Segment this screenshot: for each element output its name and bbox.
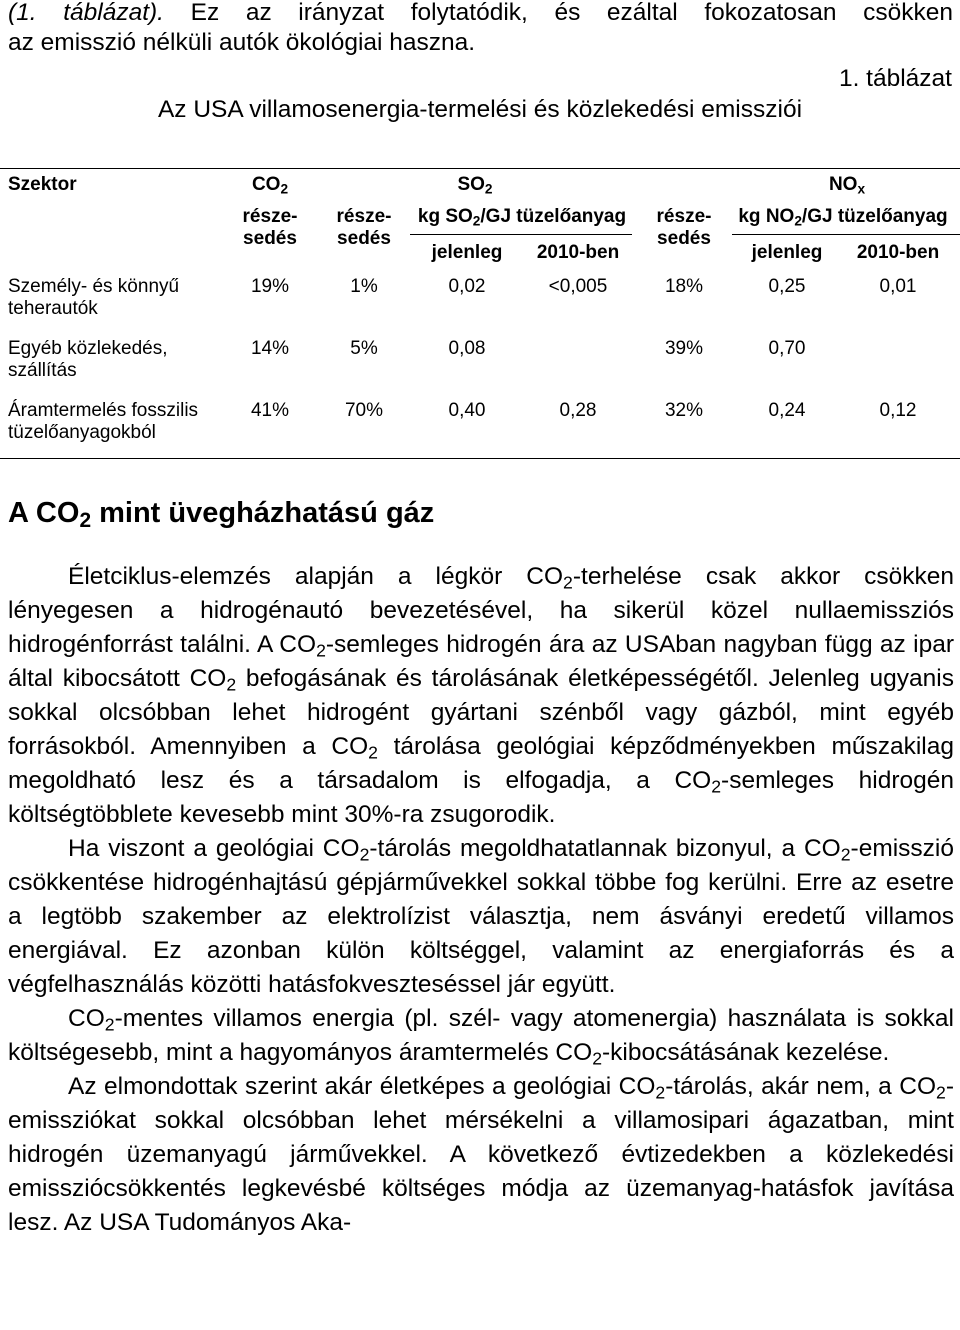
table-top-rule: [0, 168, 960, 169]
intro-paragraph: [8, 0, 953, 58]
table-bottom-rule: [0, 458, 960, 459]
paragraph-4: Az elmondottak szerint akár életképes a geológiai $CO_2$-tárolás, akár nem, a $CO_2$-emissziókat sokkal olcsóbban lehet mérsékelni a villamosipari ágazatban, mint hidrogén üzemanyagú járművekkel. A következő évtizedekben a közlekedési emissziócsökkentés legkevésbé költséges módja az üzemanyag-hatásfok javítása lesz. Az USA Tudományos Aka-: [8, 1073, 954, 1236]
table-cell: 0,40: [448, 400, 486, 421]
table-number: 1. táblázat: [838, 65, 952, 92]
header-kg-no2: kg $NO_2/GJ$ tüzelőanyag: [738, 206, 948, 229]
section-heading: A $CO_2$ mint üvegházhatású gáz: [8, 497, 435, 533]
table-cell: 32%: [664, 400, 704, 421]
header-so2-now: jelenleg: [431, 242, 503, 263]
table-cell: 5%: [350, 338, 378, 359]
header-nox: $NO_x$: [828, 174, 866, 197]
header-kg-so2: kg $SO_2/GJ$ tüzelőanyag: [417, 206, 627, 229]
nox-sub-rule: [732, 234, 960, 235]
table-reference: (1. táblázat).: [8, 0, 164, 26]
table-title: Az USA villamosenergia-termelési és közlekedési emissziói: [157, 96, 803, 123]
table-cell: 14%: [250, 338, 290, 359]
row-sector-label: Áramtermelés fosszilis tüzelőanyagokból: [8, 400, 199, 443]
table-cell: 41%: [250, 400, 290, 421]
row-sector-label: Egyéb közlekedés, szállítás: [8, 338, 168, 381]
table-cell: 0,28: [559, 400, 597, 421]
intro-line-1: Ez az irányzat folytatódik, és ezáltal fokozatosan csökken: [190, 0, 953, 26]
table-cell: 0,02: [448, 276, 486, 297]
table-cell: 19%: [250, 276, 290, 297]
header-so2-share: része- sedés: [336, 206, 392, 249]
header-so2: $SO_2$: [457, 174, 493, 197]
emissions-table: [0, 168, 960, 458]
table-cell: 0,70: [768, 338, 806, 359]
intro-line-2: az emisszió nélküli autók ökológiai haszna.: [8, 29, 476, 56]
paragraph-2: Ha viszont a geológiai $CO_2$-tárolás megoldhatatlannak bizonyul, a $CO_2$-emisszió csökkentése hidrogénhajtású gépjárművekkel sokkal többe fog kerülni. Erre az esetre a legtöbb szakember az elektrolízist választja, nem ásványi eredetű villamos energiával. Ez azonban külön költséggel, valamint az energiaforrás és a végfelhasználás közötti hatásfokveszteséssel jár együtt.: [8, 835, 954, 998]
header-sector: Szektor: [8, 174, 77, 195]
table-cell: 18%: [664, 276, 704, 297]
body-text: [8, 560, 954, 1240]
table-cell: 0,12: [879, 400, 917, 421]
table-cell: 39%: [664, 338, 704, 359]
paragraph-1: Életciklus-elemzés alapján a légkör $CO_2$-terhelése csak akkor csökken lényegesen a hidrogénautó bevezetésével, ha sikerül közel nullaemissziós hidrogénforrást találni. A $CO_2$-semleges hidrogén ára az USAban nagyban függ az ipar által kibocsátott $CO_2$ befogásának és tárolásának életképességétől. Jelenleg ugyanis sokkal olcsóbban lehet hidrogént gyártani szénből vagy gázból, mint egyéb forrásokból. Amennyiben a $CO_2$ tárolása geológiai képződményekben műszakilag megoldható lesz és a társadalom is elfogadja, a $CO_2$-semleges hidrogén költségtöbblete kevesebb mint 30%-ra zsugorodik.: [8, 563, 955, 828]
header-co2: $CO_2$: [251, 174, 289, 197]
table-cell: 0,01: [879, 276, 917, 297]
header-co2-share: része- sedés: [242, 206, 298, 249]
header-nox-now: jelenleg: [751, 242, 823, 263]
table-cell: 0,24: [768, 400, 806, 421]
table-cell: 70%: [344, 400, 384, 421]
row-sector-label: Személy- és könnyű teherautók: [8, 276, 180, 319]
table-cell: <0,005: [548, 276, 608, 297]
table-cell: 0,25: [768, 276, 806, 297]
table-cell: 0,08: [448, 338, 486, 359]
header-so2-2010: 2010-ben: [536, 242, 620, 263]
header-nox-share: része- sedés: [656, 206, 712, 249]
so2-sub-rule: [410, 234, 632, 235]
paragraph-3: $CO_2$-mentes villamos energia (pl. szél- vagy atomenergia) használata is sokkal költségesebb, mint a hagyományos áramtermelés $CO_2$-kibocsátásának kezelése.: [8, 1005, 954, 1069]
header-nox-2010: 2010-ben: [856, 242, 940, 263]
table-cell: 1%: [350, 276, 378, 297]
